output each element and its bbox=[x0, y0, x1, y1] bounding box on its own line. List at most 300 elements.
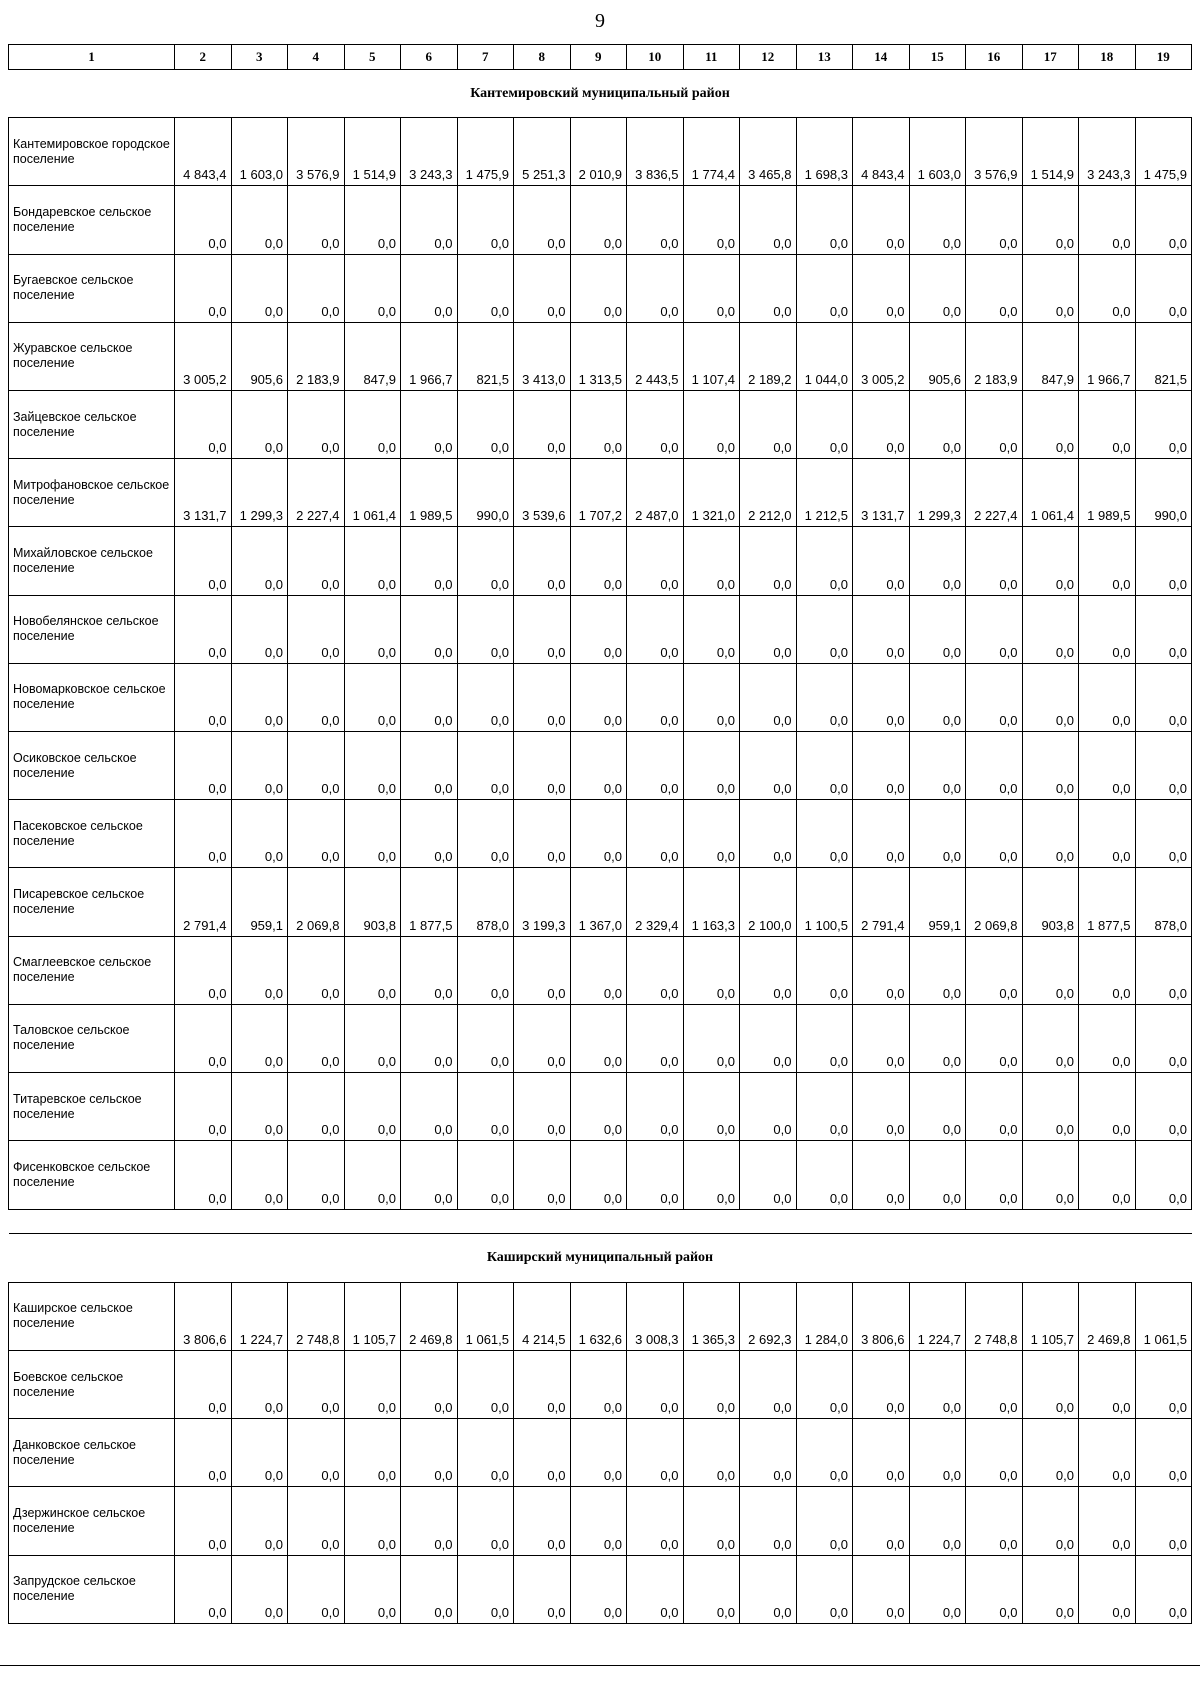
value-cell: 5 251,3 bbox=[514, 118, 571, 186]
value-cell: 0,0 bbox=[175, 1487, 232, 1555]
value-cell: 0,0 bbox=[796, 1555, 853, 1623]
value-cell: 0,0 bbox=[1079, 800, 1136, 868]
value-cell: 0,0 bbox=[909, 1073, 966, 1141]
settlement-name: Дзержинское сельское поселение bbox=[9, 1487, 175, 1555]
value-cell: 0,0 bbox=[796, 663, 853, 731]
value-cell: 1 877,5 bbox=[1079, 868, 1136, 936]
value-cell: 0,0 bbox=[1022, 391, 1079, 459]
column-header-5: 5 bbox=[344, 45, 401, 70]
value-cell: 905,6 bbox=[909, 322, 966, 390]
value-cell: 0,0 bbox=[344, 936, 401, 1004]
value-cell: 0,0 bbox=[909, 1419, 966, 1487]
value-cell: 0,0 bbox=[288, 1073, 345, 1141]
value-cell: 0,0 bbox=[1079, 391, 1136, 459]
value-cell: 0,0 bbox=[740, 663, 797, 731]
value-cell: 2 748,8 bbox=[288, 1282, 345, 1350]
value-cell: 0,0 bbox=[683, 527, 740, 595]
value-cell: 0,0 bbox=[344, 595, 401, 663]
value-cell: 0,0 bbox=[231, 186, 288, 254]
value-cell: 0,0 bbox=[740, 800, 797, 868]
value-cell: 0,0 bbox=[288, 800, 345, 868]
value-cell: 0,0 bbox=[231, 1555, 288, 1623]
value-cell: 0,0 bbox=[401, 1141, 458, 1209]
settlement-name: Смаглеевское сельское поселение bbox=[9, 936, 175, 1004]
value-cell: 0,0 bbox=[966, 1419, 1023, 1487]
value-cell: 0,0 bbox=[740, 391, 797, 459]
value-cell: 3 199,3 bbox=[514, 868, 571, 936]
value-cell: 1 475,9 bbox=[457, 118, 514, 186]
value-cell: 0,0 bbox=[683, 1073, 740, 1141]
column-header-3: 3 bbox=[231, 45, 288, 70]
value-cell: 0,0 bbox=[457, 186, 514, 254]
value-cell: 0,0 bbox=[514, 1141, 571, 1209]
value-cell: 0,0 bbox=[740, 1073, 797, 1141]
table-row bbox=[9, 254, 1192, 322]
settlement-name: Осиковское сельское поселение bbox=[9, 732, 175, 800]
value-cell: 0,0 bbox=[514, 1419, 571, 1487]
value-cell: 0,0 bbox=[796, 1073, 853, 1141]
value-cell: 0,0 bbox=[514, 936, 571, 1004]
value-cell: 0,0 bbox=[570, 1350, 627, 1418]
value-cell: 0,0 bbox=[627, 391, 684, 459]
value-cell: 0,0 bbox=[1079, 936, 1136, 1004]
value-cell: 2 227,4 bbox=[288, 459, 345, 527]
value-cell: 0,0 bbox=[570, 936, 627, 1004]
value-cell: 2 443,5 bbox=[627, 322, 684, 390]
value-cell: 1 321,0 bbox=[683, 459, 740, 527]
value-cell: 0,0 bbox=[401, 1419, 458, 1487]
value-cell: 0,0 bbox=[627, 732, 684, 800]
value-cell: 990,0 bbox=[457, 459, 514, 527]
column-header-10: 10 bbox=[627, 45, 684, 70]
value-cell: 0,0 bbox=[231, 732, 288, 800]
value-cell: 0,0 bbox=[740, 1004, 797, 1072]
value-cell: 0,0 bbox=[1079, 254, 1136, 322]
value-cell: 0,0 bbox=[231, 595, 288, 663]
value-cell: 0,0 bbox=[570, 186, 627, 254]
value-cell: 4 214,5 bbox=[514, 1282, 571, 1350]
value-cell: 0,0 bbox=[627, 800, 684, 868]
value-cell: 0,0 bbox=[853, 936, 910, 1004]
value-cell: 0,0 bbox=[288, 527, 345, 595]
value-cell: 0,0 bbox=[288, 1487, 345, 1555]
value-cell: 0,0 bbox=[1079, 186, 1136, 254]
value-cell: 3 465,8 bbox=[740, 118, 797, 186]
value-cell: 0,0 bbox=[175, 391, 232, 459]
value-cell: 1 299,3 bbox=[909, 459, 966, 527]
value-cell: 0,0 bbox=[457, 663, 514, 731]
value-cell: 0,0 bbox=[457, 595, 514, 663]
value-cell: 0,0 bbox=[627, 595, 684, 663]
value-cell: 2 069,8 bbox=[288, 868, 345, 936]
value-cell: 0,0 bbox=[514, 1555, 571, 1623]
value-cell: 959,1 bbox=[909, 868, 966, 936]
value-cell: 0,0 bbox=[796, 186, 853, 254]
value-cell: 0,0 bbox=[570, 254, 627, 322]
value-cell: 0,0 bbox=[1022, 1487, 1079, 1555]
column-header-11: 11 bbox=[683, 45, 740, 70]
value-cell: 3 539,6 bbox=[514, 459, 571, 527]
value-cell: 0,0 bbox=[740, 1141, 797, 1209]
value-cell: 0,0 bbox=[570, 1487, 627, 1555]
value-cell: 3 806,6 bbox=[175, 1282, 232, 1350]
value-cell: 0,0 bbox=[853, 1004, 910, 1072]
value-cell: 0,0 bbox=[1135, 1141, 1192, 1209]
value-cell: 0,0 bbox=[627, 663, 684, 731]
value-cell: 0,0 bbox=[570, 1073, 627, 1141]
value-cell: 0,0 bbox=[344, 800, 401, 868]
value-cell: 0,0 bbox=[1135, 186, 1192, 254]
settlement-name: Бугаевское сельское поселение bbox=[9, 254, 175, 322]
column-header-18: 18 bbox=[1079, 45, 1136, 70]
value-cell: 0,0 bbox=[853, 391, 910, 459]
value-cell: 0,0 bbox=[175, 1555, 232, 1623]
value-cell: 0,0 bbox=[966, 1141, 1023, 1209]
value-cell: 0,0 bbox=[627, 1141, 684, 1209]
column-header-7: 7 bbox=[457, 45, 514, 70]
value-cell: 0,0 bbox=[175, 1004, 232, 1072]
value-cell: 0,0 bbox=[1135, 1555, 1192, 1623]
table-row bbox=[9, 459, 1192, 527]
section-title: Кантемировский муниципальный район bbox=[9, 70, 1192, 118]
value-cell: 0,0 bbox=[740, 936, 797, 1004]
value-cell: 2 791,4 bbox=[853, 868, 910, 936]
value-cell: 0,0 bbox=[796, 391, 853, 459]
table-row bbox=[9, 868, 1192, 936]
settlement-name: Пасековское сельское поселение bbox=[9, 800, 175, 868]
page-bottom-rule bbox=[0, 1665, 1200, 1666]
value-cell: 2 748,8 bbox=[966, 1282, 1023, 1350]
value-cell: 2 010,9 bbox=[570, 118, 627, 186]
value-cell: 0,0 bbox=[1079, 1487, 1136, 1555]
value-cell: 0,0 bbox=[740, 527, 797, 595]
value-cell: 0,0 bbox=[740, 186, 797, 254]
value-cell: 0,0 bbox=[570, 527, 627, 595]
value-cell: 0,0 bbox=[344, 732, 401, 800]
value-cell: 903,8 bbox=[344, 868, 401, 936]
value-cell: 0,0 bbox=[853, 1487, 910, 1555]
value-cell: 2 183,9 bbox=[966, 322, 1023, 390]
value-cell: 0,0 bbox=[796, 1004, 853, 1072]
value-cell: 0,0 bbox=[344, 1004, 401, 1072]
value-cell: 3 131,7 bbox=[175, 459, 232, 527]
settlement-name: Зайцевское сельское поселение bbox=[9, 391, 175, 459]
value-cell: 0,0 bbox=[1135, 391, 1192, 459]
value-cell: 0,0 bbox=[175, 663, 232, 731]
value-cell: 0,0 bbox=[966, 186, 1023, 254]
value-cell: 0,0 bbox=[853, 527, 910, 595]
value-cell: 0,0 bbox=[570, 800, 627, 868]
value-cell: 0,0 bbox=[1135, 1419, 1192, 1487]
value-cell: 0,0 bbox=[740, 595, 797, 663]
value-cell: 0,0 bbox=[683, 391, 740, 459]
value-cell: 0,0 bbox=[1022, 936, 1079, 1004]
value-cell: 0,0 bbox=[401, 391, 458, 459]
value-cell: 2 100,0 bbox=[740, 868, 797, 936]
value-cell: 0,0 bbox=[909, 663, 966, 731]
value-cell: 0,0 bbox=[514, 1004, 571, 1072]
value-cell: 0,0 bbox=[288, 254, 345, 322]
value-cell: 0,0 bbox=[683, 1004, 740, 1072]
table-row bbox=[9, 186, 1192, 254]
value-cell: 0,0 bbox=[231, 1419, 288, 1487]
value-cell: 1 061,5 bbox=[1135, 1282, 1192, 1350]
value-cell: 1 966,7 bbox=[401, 322, 458, 390]
value-cell: 1 475,9 bbox=[1135, 118, 1192, 186]
value-cell: 0,0 bbox=[683, 1555, 740, 1623]
value-cell: 0,0 bbox=[909, 1350, 966, 1418]
value-cell: 0,0 bbox=[1022, 1350, 1079, 1418]
value-cell: 0,0 bbox=[1135, 1487, 1192, 1555]
value-cell: 0,0 bbox=[627, 527, 684, 595]
value-cell: 2 469,8 bbox=[401, 1282, 458, 1350]
table-row bbox=[9, 1141, 1192, 1209]
value-cell: 0,0 bbox=[853, 1419, 910, 1487]
value-cell: 0,0 bbox=[231, 254, 288, 322]
value-cell: 0,0 bbox=[401, 186, 458, 254]
table-row bbox=[9, 595, 1192, 663]
value-cell: 0,0 bbox=[853, 800, 910, 868]
value-cell: 0,0 bbox=[401, 663, 458, 731]
value-cell: 1 707,2 bbox=[570, 459, 627, 527]
settlement-name: Боевское сельское поселение bbox=[9, 1350, 175, 1418]
section-header-row bbox=[9, 1234, 1192, 1282]
value-cell: 0,0 bbox=[401, 527, 458, 595]
value-cell: 0,0 bbox=[683, 1350, 740, 1418]
value-cell: 0,0 bbox=[1079, 1004, 1136, 1072]
value-cell: 0,0 bbox=[627, 1419, 684, 1487]
value-cell: 0,0 bbox=[457, 1350, 514, 1418]
value-cell: 0,0 bbox=[401, 595, 458, 663]
value-cell: 0,0 bbox=[909, 391, 966, 459]
value-cell: 0,0 bbox=[401, 732, 458, 800]
value-cell: 1 061,5 bbox=[457, 1282, 514, 1350]
value-cell: 0,0 bbox=[175, 732, 232, 800]
value-cell: 0,0 bbox=[1022, 1419, 1079, 1487]
column-header-1: 1 bbox=[9, 45, 175, 70]
value-cell: 2 183,9 bbox=[288, 322, 345, 390]
value-cell: 0,0 bbox=[683, 663, 740, 731]
value-cell: 2 329,4 bbox=[627, 868, 684, 936]
value-cell: 0,0 bbox=[796, 936, 853, 1004]
value-cell: 3 131,7 bbox=[853, 459, 910, 527]
value-cell: 0,0 bbox=[966, 936, 1023, 1004]
value-cell: 0,0 bbox=[514, 1350, 571, 1418]
table-row bbox=[9, 936, 1192, 1004]
value-cell: 0,0 bbox=[966, 663, 1023, 731]
value-cell: 0,0 bbox=[909, 1555, 966, 1623]
value-cell: 0,0 bbox=[1022, 595, 1079, 663]
value-cell: 847,9 bbox=[344, 322, 401, 390]
value-cell: 0,0 bbox=[966, 1555, 1023, 1623]
value-cell: 0,0 bbox=[740, 1487, 797, 1555]
value-cell: 0,0 bbox=[175, 527, 232, 595]
settlement-name: Данковское сельское поселение bbox=[9, 1419, 175, 1487]
value-cell: 0,0 bbox=[570, 1419, 627, 1487]
value-cell: 0,0 bbox=[627, 1487, 684, 1555]
value-cell: 0,0 bbox=[231, 1350, 288, 1418]
value-cell: 0,0 bbox=[1022, 254, 1079, 322]
value-cell: 0,0 bbox=[344, 1487, 401, 1555]
table-row bbox=[9, 732, 1192, 800]
settlement-name: Таловское сельское поселение bbox=[9, 1004, 175, 1072]
table-row bbox=[9, 391, 1192, 459]
value-cell: 0,0 bbox=[570, 732, 627, 800]
value-cell: 0,0 bbox=[1135, 527, 1192, 595]
value-cell: 0,0 bbox=[1022, 1141, 1079, 1209]
settlement-name: Запрудское сельское поселение bbox=[9, 1555, 175, 1623]
column-header-6: 6 bbox=[401, 45, 458, 70]
value-cell: 0,0 bbox=[344, 254, 401, 322]
settlement-name: Новомарковское сельское поселение bbox=[9, 663, 175, 731]
value-cell: 0,0 bbox=[401, 936, 458, 1004]
value-cell: 1 107,4 bbox=[683, 322, 740, 390]
value-cell: 0,0 bbox=[1079, 1419, 1136, 1487]
value-cell: 0,0 bbox=[175, 186, 232, 254]
value-cell: 0,0 bbox=[796, 527, 853, 595]
value-cell: 2 487,0 bbox=[627, 459, 684, 527]
settlement-name: Титаревское сельское поселение bbox=[9, 1073, 175, 1141]
table-row bbox=[9, 1487, 1192, 1555]
value-cell: 3 243,3 bbox=[401, 118, 458, 186]
value-cell: 0,0 bbox=[570, 1004, 627, 1072]
value-cell: 0,0 bbox=[683, 254, 740, 322]
value-cell: 0,0 bbox=[683, 936, 740, 1004]
value-cell: 4 843,4 bbox=[853, 118, 910, 186]
value-cell: 0,0 bbox=[853, 595, 910, 663]
value-cell: 0,0 bbox=[344, 1141, 401, 1209]
value-cell: 0,0 bbox=[231, 1141, 288, 1209]
value-cell: 0,0 bbox=[683, 1419, 740, 1487]
column-header-12: 12 bbox=[740, 45, 797, 70]
value-cell: 821,5 bbox=[457, 322, 514, 390]
value-cell: 0,0 bbox=[966, 1004, 1023, 1072]
value-cell: 1 989,5 bbox=[401, 459, 458, 527]
value-cell: 0,0 bbox=[966, 800, 1023, 868]
table-row bbox=[9, 1555, 1192, 1623]
value-cell: 1 105,7 bbox=[344, 1282, 401, 1350]
value-cell: 4 843,4 bbox=[175, 118, 232, 186]
value-cell: 0,0 bbox=[1135, 800, 1192, 868]
value-cell: 0,0 bbox=[570, 595, 627, 663]
value-cell: 0,0 bbox=[288, 1141, 345, 1209]
value-cell: 0,0 bbox=[457, 1487, 514, 1555]
value-cell: 3 243,3 bbox=[1079, 118, 1136, 186]
value-cell: 0,0 bbox=[344, 186, 401, 254]
value-cell: 0,0 bbox=[740, 1419, 797, 1487]
value-cell: 3 806,6 bbox=[853, 1282, 910, 1350]
value-cell: 2 469,8 bbox=[1079, 1282, 1136, 1350]
value-cell: 0,0 bbox=[853, 1555, 910, 1623]
settlement-name: Митрофановское сельское поселение bbox=[9, 459, 175, 527]
settlement-name: Журавское сельское поселение bbox=[9, 322, 175, 390]
value-cell: 0,0 bbox=[909, 527, 966, 595]
column-header-2: 2 bbox=[175, 45, 232, 70]
value-cell: 0,0 bbox=[344, 391, 401, 459]
value-cell: 0,0 bbox=[909, 254, 966, 322]
value-cell: 2 227,4 bbox=[966, 459, 1023, 527]
value-cell: 0,0 bbox=[231, 1487, 288, 1555]
value-cell: 0,0 bbox=[457, 391, 514, 459]
value-cell: 0,0 bbox=[401, 254, 458, 322]
value-cell: 0,0 bbox=[570, 663, 627, 731]
value-cell: 0,0 bbox=[175, 1073, 232, 1141]
value-cell: 0,0 bbox=[796, 1487, 853, 1555]
value-cell: 0,0 bbox=[1135, 1073, 1192, 1141]
value-cell: 847,9 bbox=[1022, 322, 1079, 390]
value-cell: 990,0 bbox=[1135, 459, 1192, 527]
column-header-17: 17 bbox=[1022, 45, 1079, 70]
settlement-name: Писаревское сельское поселение bbox=[9, 868, 175, 936]
value-cell: 0,0 bbox=[401, 1004, 458, 1072]
value-cell: 1 061,4 bbox=[344, 459, 401, 527]
value-cell: 1 603,0 bbox=[231, 118, 288, 186]
value-cell: 1 100,5 bbox=[796, 868, 853, 936]
value-cell: 0,0 bbox=[1135, 936, 1192, 1004]
table-row bbox=[9, 322, 1192, 390]
value-cell: 3 836,5 bbox=[627, 118, 684, 186]
value-cell: 0,0 bbox=[1079, 527, 1136, 595]
settlement-name: Бондаревское сельское поселение bbox=[9, 186, 175, 254]
value-cell: 0,0 bbox=[514, 1487, 571, 1555]
value-cell: 0,0 bbox=[909, 595, 966, 663]
value-cell: 0,0 bbox=[909, 1487, 966, 1555]
value-cell: 1 224,7 bbox=[909, 1282, 966, 1350]
value-cell: 1 989,5 bbox=[1079, 459, 1136, 527]
value-cell: 0,0 bbox=[401, 800, 458, 868]
value-cell: 878,0 bbox=[457, 868, 514, 936]
value-cell: 1 698,3 bbox=[796, 118, 853, 186]
settlement-name: Фисенковское сельское поселение bbox=[9, 1141, 175, 1209]
table-container bbox=[8, 44, 1192, 1624]
value-cell: 0,0 bbox=[627, 254, 684, 322]
column-header-16: 16 bbox=[966, 45, 1023, 70]
value-cell: 821,5 bbox=[1135, 322, 1192, 390]
column-header-9: 9 bbox=[570, 45, 627, 70]
value-cell: 0,0 bbox=[344, 1419, 401, 1487]
table-row bbox=[9, 1419, 1192, 1487]
value-cell: 0,0 bbox=[288, 732, 345, 800]
value-cell: 0,0 bbox=[288, 1555, 345, 1623]
value-cell: 1 299,3 bbox=[231, 459, 288, 527]
value-cell: 0,0 bbox=[683, 1487, 740, 1555]
value-cell: 0,0 bbox=[909, 1141, 966, 1209]
value-cell: 1 212,5 bbox=[796, 459, 853, 527]
value-cell: 0,0 bbox=[457, 1555, 514, 1623]
value-cell: 0,0 bbox=[966, 595, 1023, 663]
value-cell: 0,0 bbox=[1022, 1004, 1079, 1072]
settlement-name: Новобелянское сельское поселение bbox=[9, 595, 175, 663]
value-cell: 0,0 bbox=[966, 1073, 1023, 1141]
value-cell: 0,0 bbox=[1079, 1350, 1136, 1418]
column-header-19: 19 bbox=[1135, 45, 1192, 70]
value-cell: 0,0 bbox=[853, 1350, 910, 1418]
value-cell: 0,0 bbox=[514, 186, 571, 254]
value-cell: 0,0 bbox=[796, 1350, 853, 1418]
value-cell: 0,0 bbox=[344, 1350, 401, 1418]
value-cell: 1 367,0 bbox=[570, 868, 627, 936]
value-cell: 0,0 bbox=[1022, 1555, 1079, 1623]
value-cell: 1 603,0 bbox=[909, 118, 966, 186]
value-cell: 0,0 bbox=[457, 936, 514, 1004]
value-cell: 0,0 bbox=[457, 1141, 514, 1209]
value-cell: 1 313,5 bbox=[570, 322, 627, 390]
value-cell: 0,0 bbox=[175, 1141, 232, 1209]
table-row bbox=[9, 1350, 1192, 1418]
value-cell: 0,0 bbox=[909, 936, 966, 1004]
value-cell: 0,0 bbox=[853, 254, 910, 322]
value-cell: 0,0 bbox=[457, 732, 514, 800]
